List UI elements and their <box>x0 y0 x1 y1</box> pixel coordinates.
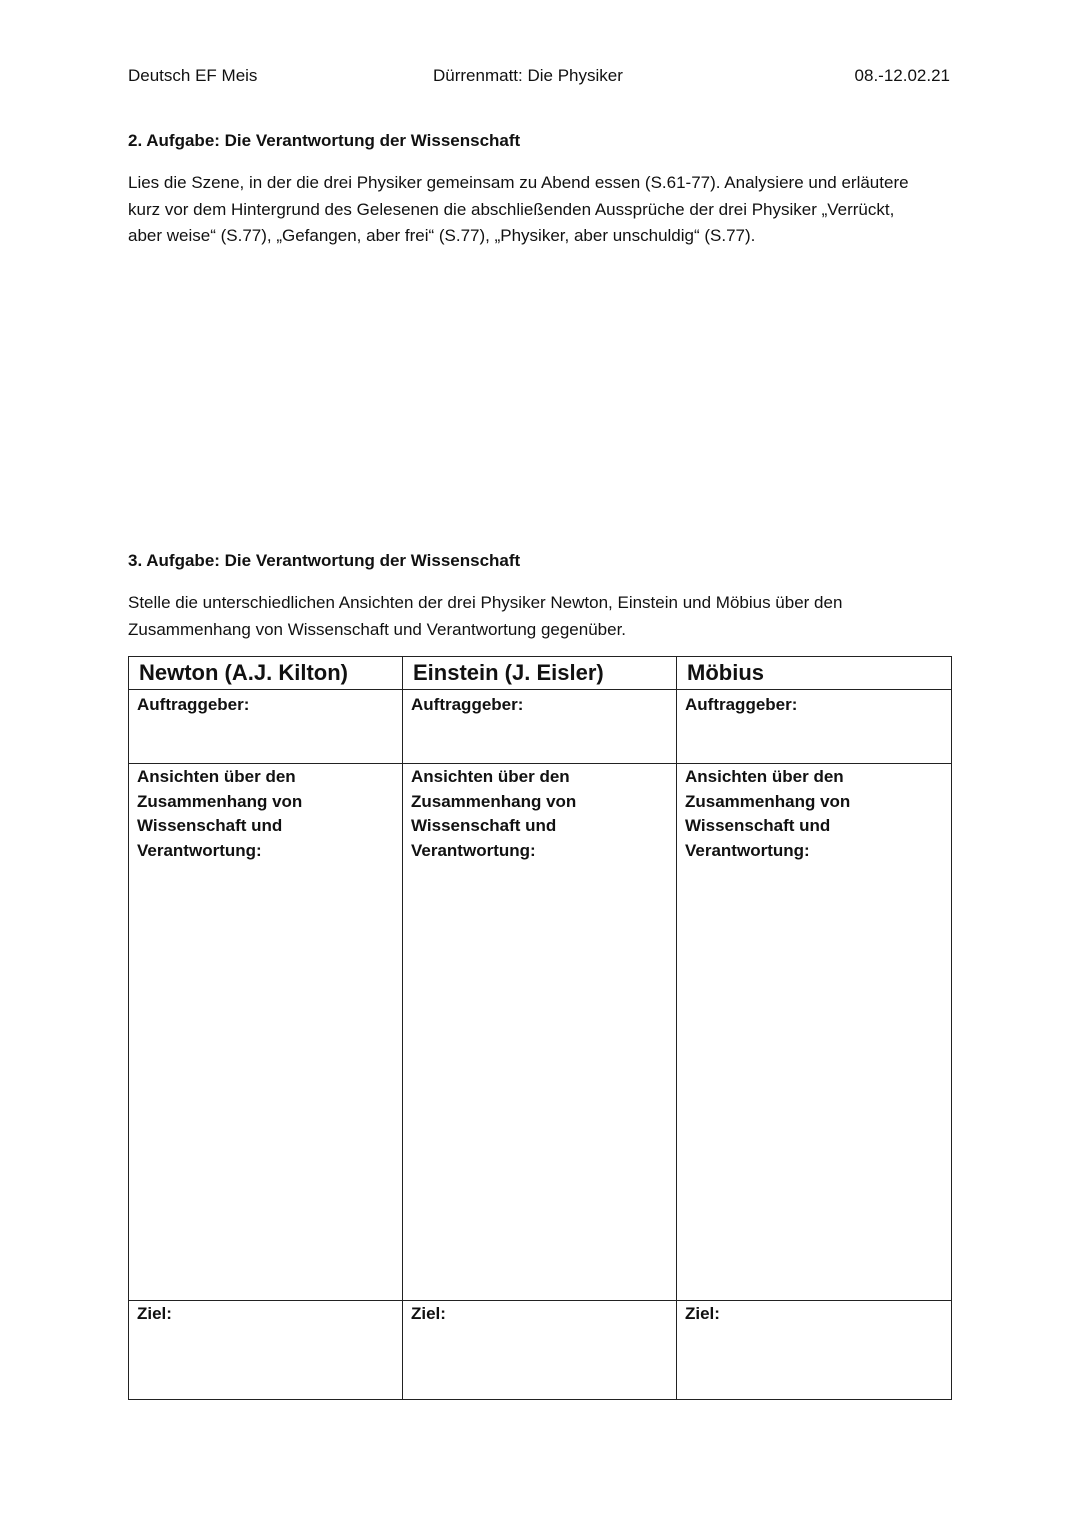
column-header-einstein: Einstein (J. Eisler) <box>403 657 677 690</box>
views-label-line: Ansichten über den <box>685 767 844 786</box>
page-header <box>128 66 950 90</box>
task2-line: Lies die Szene, in der die drei Physiker gemeinsam zu Abend essen (S.61-77). Analysiere und erläutere <box>128 173 909 192</box>
views-label <box>137 764 394 863</box>
task2-line: aber weise“ (S.77), „Gefangen, aber frei“ (S.77), „Physiker, aber unschuldig“ (S.77). <box>128 226 756 245</box>
newton-goal-cell[interactable] <box>129 1301 403 1400</box>
client-label: Auftraggeber: <box>685 695 798 714</box>
views-label-line: Verantwortung: <box>137 840 262 860</box>
views-label-line: Wissenschaft und <box>411 816 557 835</box>
header-date: 08.-12.02.21 <box>854 66 950 85</box>
views-label-line: Ansichten über den <box>137 767 296 786</box>
views-label-line: Zusammenhang von <box>411 791 577 811</box>
newton-client-cell[interactable] <box>129 690 403 764</box>
goal-label: Ziel: <box>685 1304 720 1323</box>
client-label: Auftraggeber: <box>137 695 250 714</box>
task3-instructions <box>128 590 953 643</box>
column-header-moebius: Möbius <box>677 657 952 690</box>
goal-label: Ziel: <box>411 1304 446 1323</box>
task2-title: 2. Aufgabe: Die Verantwortung der Wissenschaft <box>128 131 521 150</box>
views-label-line: Wissenschaft und <box>685 816 831 835</box>
task2-line: kurz vor dem Hintergrund des Gelesenen die abschließenden Aussprüche der drei Physiker „Verrückt, <box>128 199 895 219</box>
views-label-line: Ansichten über den <box>411 767 570 786</box>
einstein-client-cell[interactable] <box>403 690 677 764</box>
task3-line: Zusammenhang von Wissenschaft und Verantwortung gegenüber. <box>128 619 627 639</box>
views-label-line: Wissenschaft und <box>137 816 283 835</box>
header-course: Deutsch EF Meis <box>128 66 258 85</box>
views-label-line: Verantwortung: <box>411 840 536 860</box>
client-label: Auftraggeber: <box>411 695 524 714</box>
comparison-table <box>128 656 952 1400</box>
views-label <box>411 764 668 863</box>
task2-instructions <box>128 170 953 250</box>
task3-line: Stelle die unterschiedlichen Ansichten der drei Physiker Newton, Einstein und Möbius über den <box>128 593 843 612</box>
einstein-views-cell[interactable] <box>403 764 677 1301</box>
views-label <box>685 764 943 863</box>
views-label-line: Zusammenhang von <box>137 791 303 811</box>
task3-title: 3. Aufgabe: Die Verantwortung der Wissenschaft <box>128 551 521 570</box>
einstein-goal-cell[interactable] <box>403 1301 677 1400</box>
views-label-line: Verantwortung: <box>685 840 810 860</box>
column-header-newton: Newton (A.J. Kilton) <box>129 657 403 690</box>
goal-label: Ziel: <box>137 1304 172 1323</box>
moebius-views-cell[interactable] <box>677 764 952 1301</box>
moebius-goal-cell[interactable] <box>677 1301 952 1400</box>
newton-views-cell[interactable] <box>129 764 403 1301</box>
moebius-client-cell[interactable] <box>677 690 952 764</box>
header-topic: Dürrenmatt: Die Physiker <box>433 66 623 85</box>
views-label-line: Zusammenhang von <box>685 791 851 811</box>
